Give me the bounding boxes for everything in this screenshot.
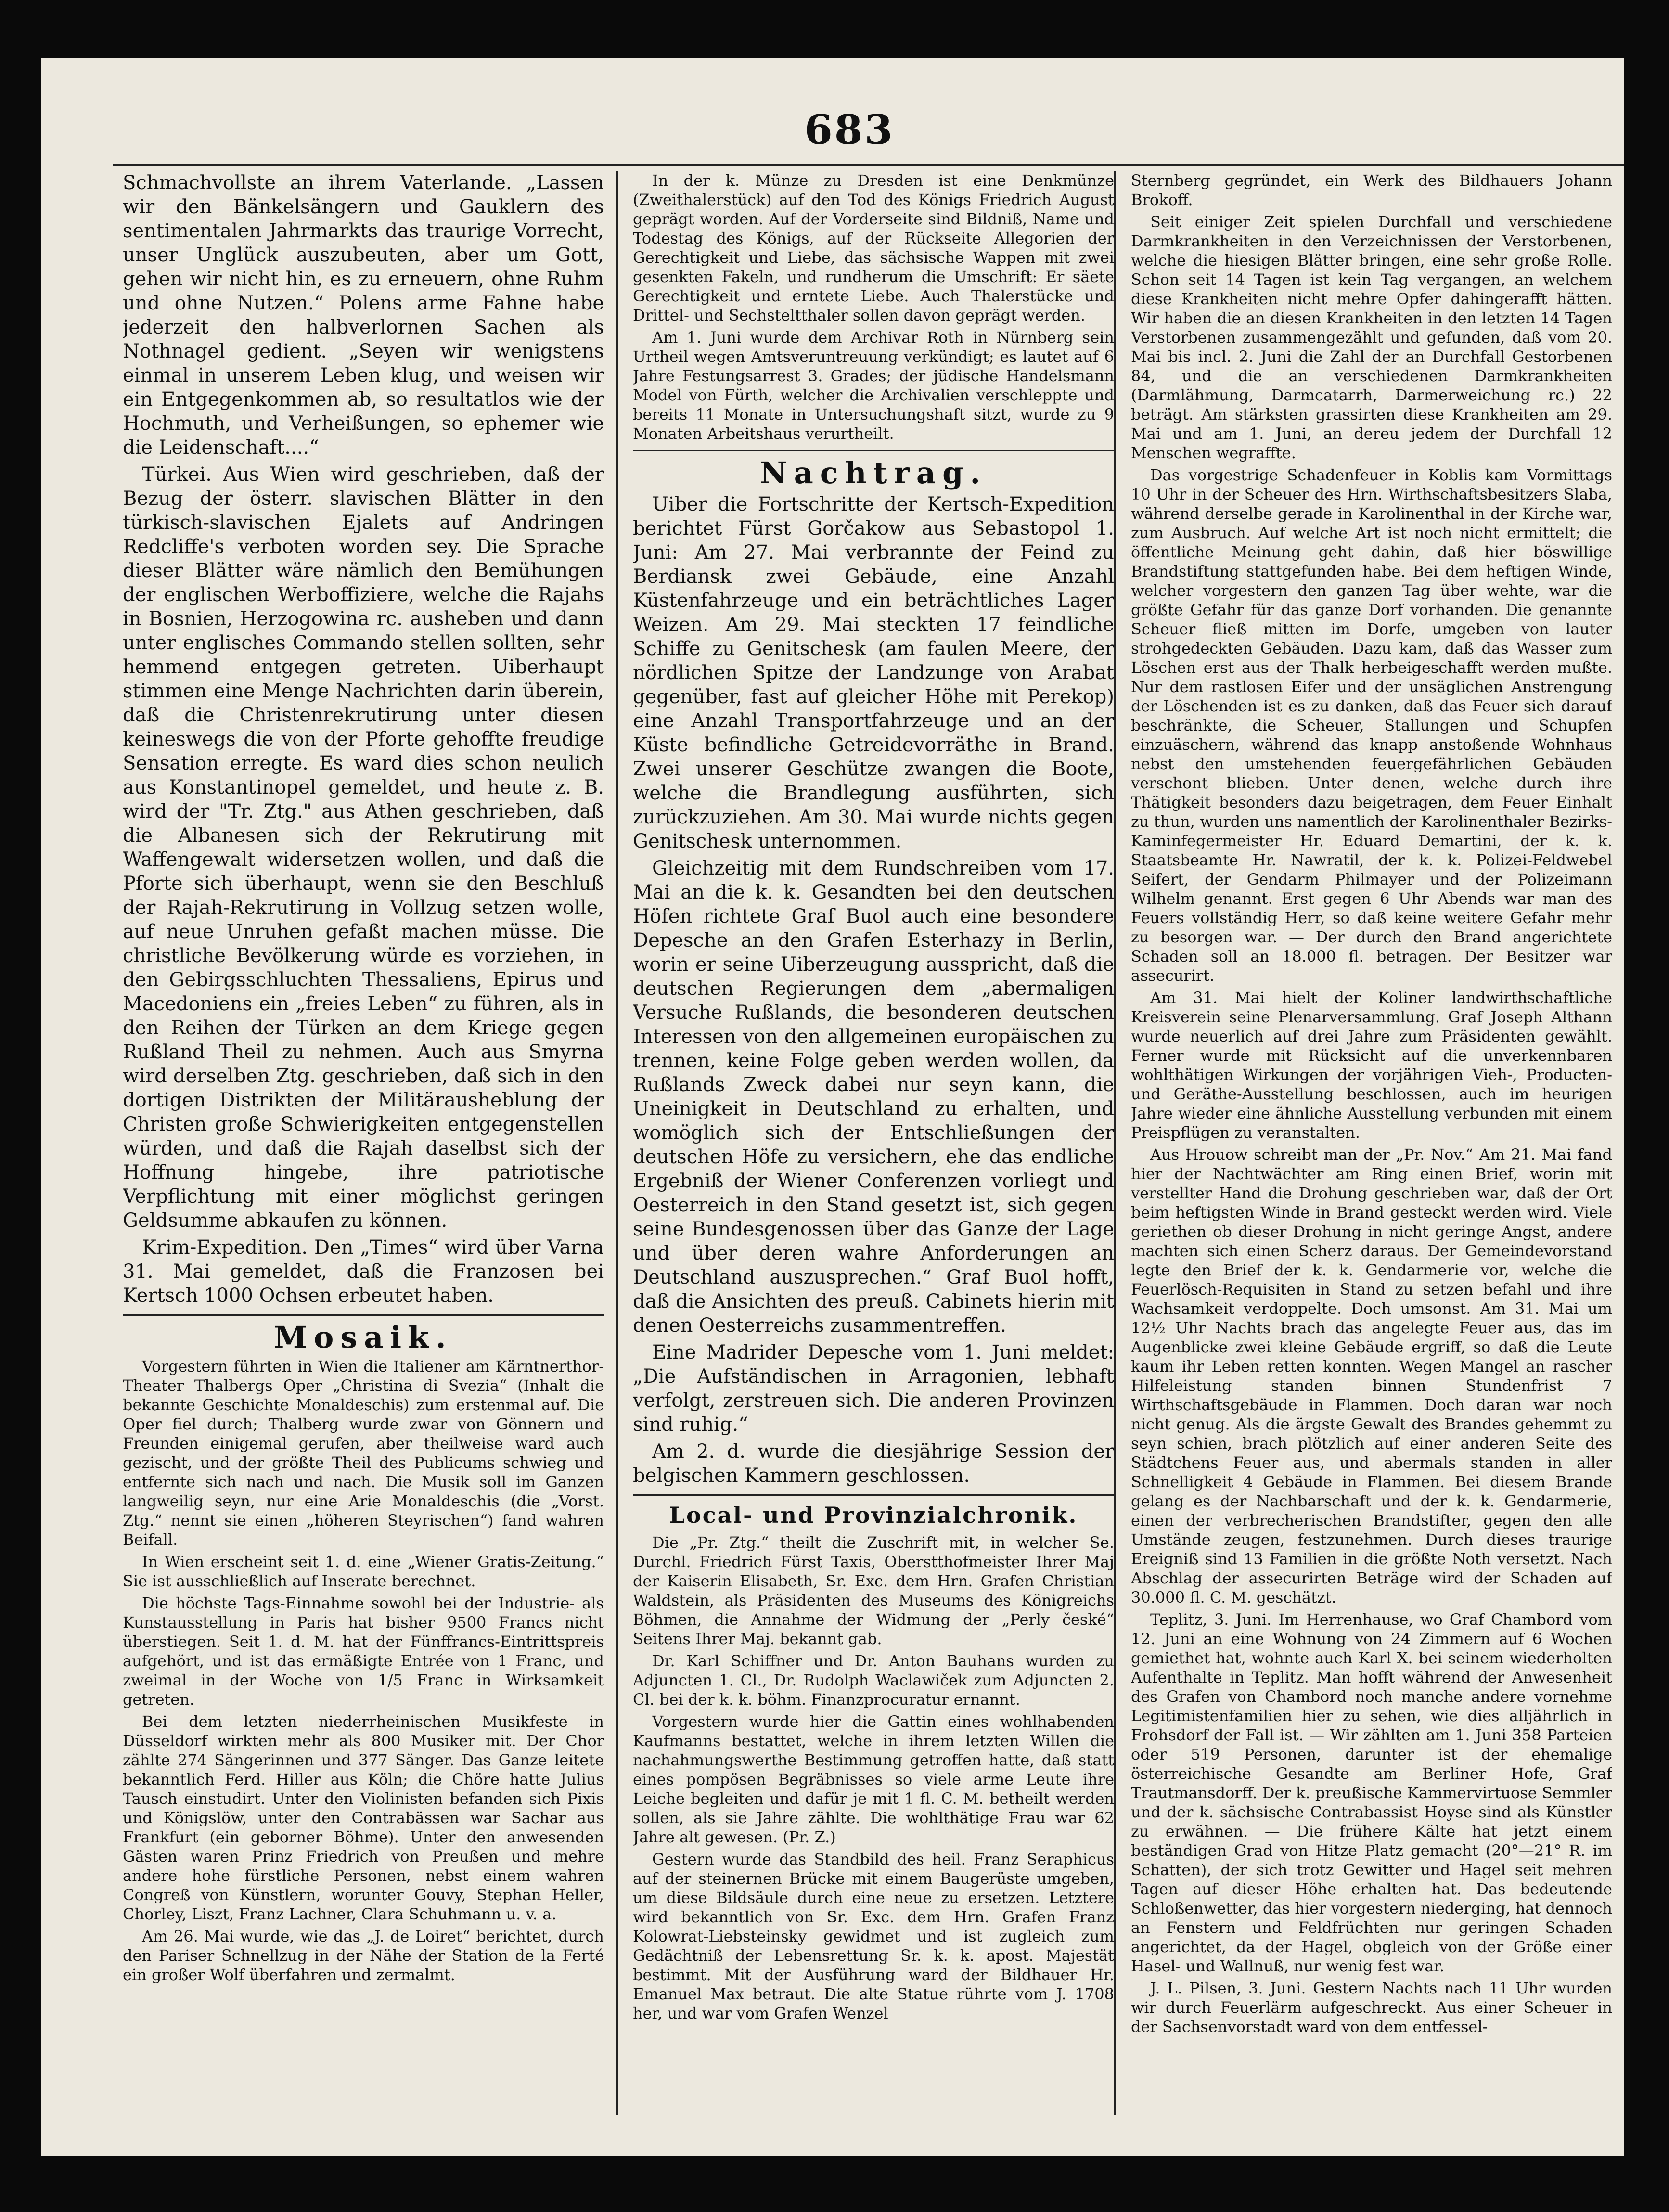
column-divider-1 (616, 171, 618, 2115)
mosaik-item: Vorgestern führten in Wien die Italiener am Kärntnerthor-Theater Thalbergs Oper „Christina di Svezia“ (Inhalt die bekannte Geschichte Monaldeschis) zum erstenmal auf. Die Oper fiel durch; Thalberg wurde zwar von Gönnern und Freunden einigemal gerufen, aber theilweise ward auch gezischt, und der größte Theil des Publicums schwieg und entfernte sich nach und nach. Die Musik soll im Ganzen langweilig seyn, nur eine Arie Monaldeschis (die „Vorst. Ztg.“ nennt sie einen „höheren Steyrischen“) fand wahren Beifall. (123, 1357, 604, 1549)
nachtrag-item: Uiber die Fortschritte der Kertsch-Expedition berichtet Fürst Gorčakow aus Sebastopol 1. Juni: Am 27. Mai verbrannte der Feind zu Berdiansk zwei Gebäude, eine Anzahl Küstenfahrzeuge und ein beträchtliches Lager Weizen. Am 29. Mai steckten 17 feindliche Schiffe zu Genitschesk (am faulen Meere, der nördlichen Spitze der Landzunge von Arabat gegenüber, fast auf gleicher Höhe mit Perekop) eine Anzahl Transportfahrzeuge und an der Küste befindliche Getreidevorräthe in Brand. Zwei unserer Geschütze zwangen die Boote, welche die Brandlegung ausführten, sich zurückzuziehen. Am 30. Mai wurde nichts gegen Genitschesk unternommen. (633, 493, 1114, 852)
local-item: Dr. Karl Schiffner und Dr. Anton Bauhans wurden zu Adjuncten 1. Cl., Dr. Rudolph Waclawiček zum Adjuncten 2. Cl. bei der k. k. böhm. Finanzprocuratur ernannt. (633, 1652, 1114, 1709)
column-3 (1131, 171, 1612, 2120)
local-item: Gestern wurde das Standbild des heil. Franz Seraphicus auf der steinernen Brücke mit einem Baugerüste umgeben, um diese Bildsäule durch eine neue zu ersetzen. Letztere wird bekanntlich von Sr. Exc. dem Hrn. Grafen Franz Kolowrat-Liebsteinsky gewidmet und ist zugleich zum Gedächtniß der Lebensrettung Sr. k. k. apost. Majestät bestimmt. Mit der Ausführung ward der Bildhauer Hr. Emanuel Max betraut. Die alte Statue rührte vom J. 1708 her, und war vom Grafen Wenzel (633, 1850, 1114, 2022)
local-item: Das vorgestrige Schadenfeuer in Koblis kam Vormittags 10 Uhr in der Scheuer des Hrn. Wirthschaftsbesitzers Slaba, während derselbe gerade in Karolinenthal in der Kirche war, zum Ausbruch. Auf welche Art ist noch nicht ermittelt; die öffentliche Meinung geht dahin, daß hier böswillige Brandstiftung stattgefunden habe. Bei dem heftigen Winde, welcher vorgestern den ganzen Tag über wehte, war die größte Gefahr für das ganze Dorf vorhanden. Die genannte Scheuer fließ mitten im Dorfe, umgeben von lauter strohgedeckten Gebäuden. Dazu kam, daß das Wasser zum Löschen erst aus der Thalk herbeigeschafft werden mußte. Nur dem rastlosen Eifer und der unsäglichen Anstrengung der Löschenden ist es zu danken, daß das Feuer sich darauf beschränkte, die Scheuer, Stallungen und Schupfen einzuäschern, während das knapp anstoßende Wohnhaus nebst den umstehenden feuergefährlichen Gebäuden verschont blieben. Unter denen, welche durch ihre Thätigkeit besonders dazu beigetragen, dem Feuer Einhalt zu thun, wurden uns namentlich der Karolinenthaler Bezirks-Kaminfegermeister Hr. Eduard Demartini, der k. k. Staatsbeamte Hr. Nawratil, der k. k. Polizei-Feldwebel Seifert, der Gendarm Philmayer und der Polizeimann Wilhelm genannt. Erst gegen 6 Uhr Abends war man des Feuers vollständig Herr, so daß keine weitere Gefahr mehr zu besorgen war. — Der durch den Brand angerichtete Schaden soll an 18.000 fl. betragen. Der Besitzer war assecurirt. (1131, 466, 1612, 985)
nachtrag-item: Am 2. d. wurde die diesjährige Session der belgischen Kammern geschlossen. (633, 1440, 1114, 1487)
local-item: Seit einiger Zeit spielen Durchfall und verschiedene Darmkrankheiten in den Verzeichnissen der Verstorbenen, welche die hiesigen Blätter bringen, eine sehr große Rolle. Schon seit 14 Tagen ist kein Tag vergangen, an welchem diese Krankheiten nicht mehre Opfer dahingerafft hätten. Wir haben die an diesen Krankheiten in den letzten 14 Tagen Verstorbenen zusammengezählt und gefunden, daß vom 20. Mai bis incl. 2. Juni die Zahl der an Durchfall Gestorbenen 84, und die an verschiedenen Darmkrankheiten (Darmlähmung, Darmcatarrh, Darmerweichung rc.) 22 beträgt. Am stärksten grassirten diese Krankheiten am 29. Mai und am 1. Juni, an dereu jedem der Durchfall 12 Menschen wegraffte. (1131, 213, 1612, 462)
local-item: Die „Pr. Ztg.“ theilt die Zuschrift mit, in welcher Se. Durchl. Friedrich Fürst Taxis, Oberstthofmeister Ihrer Maj der Kaiserin Elisabeth, Sr. Exc. dem Hrn. Grafen Christian Waldstein, als Präsidenten des Museums des Königreichs Böhmen, die Annahme der Widmung der „Perly české“ Seitens Ihrer Maj. bekannt gab. (633, 1533, 1114, 1648)
newspaper-page (41, 58, 1624, 2156)
section-rule (633, 450, 1114, 451)
local-item: J. L. Pilsen, 3. Juni. Gestern Nachts nach 11 Uhr wurden wir durch Feuerlärm aufgeschreckt. Aus einer Scheuer in der Sachsenvorstadt ward von dem entfessel- (1131, 1979, 1612, 2036)
local-item: Vorgestern wurde hier die Gattin eines wohlhabenden Kaufmanns bestattet, welche in ihrem letzten Willen die nachahmungswerthe Bestimmung getroffen hatte, daß statt eines pompösen Begräbnisses so viele arme Leute ihre Leiche begleiten und dafür je mit 1 fl. C. M. betheilt werden sollen, als sie Jahre zählte. Die wohlthätige Frau war 62 Jahre alt gewesen. (Pr. Z.) (633, 1712, 1114, 1846)
crimea-expedition-note: Krim-Expedition. Den „Times“ wird über Varna 31. Mai gemeldet, daß die Franzosen bei Kertsch 1000 Ochsen erbeutet haben. (123, 1236, 604, 1307)
news-item: Am 1. Juni wurde dem Archivar Roth in Nürnberg sein Urtheil wegen Amtsveruntreuung verkündigt; es lautet auf 6 Jahre Festungsarrest 3. Grades; der jüdische Handelsmann Model von Fürth, welcher die Archivalien verschleppte und bereits 11 Monate in Untersuchungshaft sitzt, wurde zu 9 Monaten Arbeitshaus verurtheilt. (633, 328, 1114, 443)
poland-article-end: Schmachvollste an ihrem Vaterlande. „Lassen wir den Bänkelsängern und Gauklern des sentimentalen Jahrmarkts das traurige Vorrecht, unser Unglück auszubeuten, aber um Gott, gehen wir nicht hin, es zu erneuern, ohne Ruhm und ohne Nutzen.“ Polens arme Fahne habe jederzeit den halbverlornen Sachen als Nothnagel gedient. „Seyen wir wenigstens einmal in unserem Leben klug, und weisen wir ein Entgegenkommen ab, so resultatlos wie der Hochmuth, und Verheißungen, so ephemer wie die Leidenschaft....“ (123, 172, 604, 459)
section-rule (123, 1314, 604, 1316)
page-number: 683 (804, 106, 895, 154)
mosaik-item: Am 26. Mai wurde, wie das „J. de Loiret“ berichtet, durch den Pariser Schnellzug in der Nähe der Station de la Ferté ein großer Wolf überfahren und zermalmt. (123, 1927, 604, 1984)
mosaik-heading: Mosaik. (274, 1320, 453, 1355)
local-item: Aus Hrouow schreibt man der „Pr. Nov.“ Am 21. Mai fand hier der Nachtwächter am Ring einen Brief, worin mit verstellter Hand die Drohung geschrieben war, daß der Ort beim heftigsten Winde in Brand gesteckt werden wird. Viele geriethen ob dieser Drohung in nicht geringe Angst, andere machten sich einen Scherz daraus. Der Gemeindevorstand legte den Brief der k. k. Gendarmerie vor, welche die Feuerlösch-Requisiten in Stand zu setzen befahl und ihre Wachsamkeit verdoppelte. Doch umsonst. Am 31. Mai um 12½ Uhr Nachts brach das angelegte Feuer aus, das im Augenblicke zwei kleine Gebäude ergriff, so daß die Leute kaum ihr Leben retten konnten. Wegen Mangel an rascher Hilfeleistung standen binnen Stundenfrist 7 Wirthschaftsgebäude in Flammen. Doch daran war noch nicht genug. Als die ärgste Gewalt des Brandes gehemmt zu seyn schien, brach plötzlich auf einer anderen Seite des Städtchens Feuer aus, und abermals standen in aller Schnelligkeit 4 Gebäude in Flammen. Bei diesem Brande gelang es der Nachbarschaft und der k. k. Gendarmerie, einen der verbrecherischen Brandstifter, gegen den alle Umstände zeugen, festzunehmen. Durch dieses traurige Ereigniß sind 13 Familien in die größte Noth versetzt. Nach Abschlag der assecurirten Beträge wird der Schaden auf 30.000 fl. C. M. geschätzt. (1131, 1145, 1612, 1607)
local-item: Am 31. Mai hielt der Koliner landwirthschaftliche Kreisverein seine Plenarversammlung. Graf Joseph Althann wurde neuerlich auf drei Jahre zum Präsidenten gewählt. Ferner wurde mit Rücksicht auf die unverkennbaren wohlthätigen Wirkungen der vorjährigen Vieh-, Producten- und Geräthe-Ausstellung beschlossen, auch im heurigen Jahre wieder eine ähnliche Ausstellung verbunden mit einem Preispflügen zu veranstalten. (1131, 989, 1612, 1142)
nachtrag-item: Eine Madrider Depesche vom 1. Juni meldet: „Die Aufständischen in Arragonien, lebhaft verfolgt, zerstreuen sich. Die anderen Provinzen sind ruhig.“ (633, 1341, 1114, 1436)
local-item: Sternberg gegründet, ein Werk des Bildhauers Johann Brokoff. (1131, 171, 1612, 209)
nachtrag-item: Gleichzeitig mit dem Rundschreiben vom 17. Mai an die k. k. Gesandten bei den deutschen Höfen richtete Graf Buol auch eine besondere Depesche an den Grafen Esterhazy in Berlin, worin er seine Uiberzeugung ausspricht, daß die deutschen Regierungen dem „abermaligen Versuche Rußlands, die besonderen deutschen Interessen von den allgemeinen europäischen zu trennen, keine Folge geben werden wollen, da Rußlands Zweck dabei nur seyn kann, die Uneinigkeit in Deutschland zu erhalten, und womöglich sich der Entschließungen der deutschen Höfe zu versichern, ehe das endliche Ergebniß der Wiener Conferenzen vorliegt und Oesterreich in den Stand gesetzt ist, sich gegen seine Bundesgenossen über das Ganze der Lage und über deren wahre Anforderungen an Deutschland auszusprechen.“ Graf Buol hofft, daß die Ansichten des preuß. Cabinets hierin mit denen Oesterreichs zusammentreffen. (633, 857, 1114, 1337)
column-2 (633, 171, 1114, 2120)
mosaik-item: In Wien erscheint seit 1. d. eine „Wiener Gratis-Zeitung.“ Sie ist ausschließlich auf Inserate berechnet. (123, 1553, 604, 1590)
column-1 (123, 171, 604, 2120)
header-rule (113, 164, 1624, 166)
section-rule (633, 1494, 1114, 1496)
news-item: In der k. Münze zu Dresden ist eine Denkmünze (Zweithalerstück) auf den Tod des Königs Friedrich August geprägt worden. Auf der Vorderseite sind Bildniß, Name und Todestag des Königs, auf der Rückseite Allegorien der Gerechtigkeit und Liebe, das sächsische Wappen mit zwei gesenkten Fakeln, und rundherum die Umschrift: Er säete Gerechtigkeit und erntete Liebe. Auch Thalerstücke und Drittel- und Sechsteltthaler sollen davon geprägt werden. (633, 171, 1114, 324)
local-item: Teplitz, 3. Juni. Im Herrenhause, wo Graf Chambord vom 12. Juni an eine Wohnung von 24 Zimmern auf 6 Wochen gemiethet hat, wohnte auch Karl X. bei seinem wiederholten Aufenthalte in Teplitz. Man hofft während der Anwesenheit des Grafen von Chambord noch manche andere vornehme Legitimistenfamilien hier zu sehen, wie dies alljährlich in Frohsdorf der Fall ist. — Wir zählten am 1. Juni 358 Parteien oder 519 Personen, darunter ist der ehemalige österreichische Gesandte am Berliner Hofe, Graf Trautmansdorff. Der k. preußische Kammervirtuose Semmler und der k. sächsische Contrabassist Hoyse sind als Künstler zu erwähnen. — Die frühere Kälte hat jetzt einem beständigen Grad von Hitze Platz gemacht (20°—21° R. im Schatten), der sich trotz Gewitter und Hagel seit mehren Tagen auf dieser Höhe erhalten hat. Das bedeutende Schloßenwetter, das hier vorgestern niederging, hat dennoch an Fenstern und Feldfrüchten nur geringen Schaden angerichtet, da der Hagel, obgleich von der Größe einer Hasel- und Wallnuß, nur wenig fest war. (1131, 1610, 1612, 1975)
nachtrag-heading: Nachtrag. (759, 455, 988, 490)
column-divider-2 (1114, 171, 1116, 2115)
mosaik-item: Bei dem letzten niederrheinischen Musikfeste in Düsseldorf wirkten mehr als 800 Musiker mit. Der Chor zählte 274 Sängerinnen und 377 Sänger. Das Ganze leitete bekanntlich Ferd. Hiller aus Köln; die Chöre hatte Julius Tausch einstudirt. Unter den Violinisten befanden sich Pixis und Königslöw, unter den Contrabässen war Sachar aus Frankfurt (ein geborner Böhme). Unter den anwesenden Gästen waren Prinz Friedrich von Preußen und mehre andere hohe fürstliche Personen, nebst einem wahren Congreß von Künstlern, worunter Gouvy, Stephan Heller, Chorley, Liszt, Franz Lachner, Clara Schuhmann u. v. a. (123, 1712, 604, 1923)
mosaik-item: Die höchste Tags-Einnahme sowohl bei der Industrie- als Kunstausstellung in Paris hat bisher 9500 Francs nicht überstiegen. Seit 1. d. M. hat der Fünffrancs-Eintrittspreis aufgehört, und ist das ermäßigte Entrée von 1 Franc, und zweimal in der Woche von 1/5 Franc in Wirksamkeit getreten. (123, 1594, 604, 1709)
local-chronicle-heading: Local- und Provinzialchronik. (669, 1502, 1078, 1528)
turkey-article: Türkei. Aus Wien wird geschrieben, daß der Bezug der österr. slavischen Blätter in den türkisch-slavischen Ejalets auf Andringen Redcliffe's verboten worden sey. Die Sprache dieser Blätter wäre nämlich den Bemühungen der englischen Werboffiziere, welche die Rajahs in Bosnien, Herzogowina rc. ausheben und dann unter englisches Commando stellen sollten, sehr hemmend entgegen getreten. Uiberhaupt stimmen eine Menge Nachrichten darin überein, daß die Christenrekrutirung unter diesen keineswegs die von der Pforte gehoffte freudige Sensation erregte. Es ward dies schon neulich aus Konstantinopel gemeldet, und heute z. B. wird der "Tr. Ztg." aus Athen geschrieben, daß die Albanesen sich der Rekrutirung mit Waffengewalt widersetzen wollen, und daß die Pforte sich überhaupt, wenn sie den Beschluß der Rajah-Rekrutirung in Vollzug setzen wolle, auf neue Unruhen gefaßt machen müsse. Die christliche Bevölkerung würde es vorziehen, in den Gebirgsschluchten Thessaliens, Epirus und Macedoniens ein „freies Leben“ zu führen, als in den Reihen der Türken an dem Kriege gegen Rußland Theil zu nehmen. Auch aus Smyrna wird derselben Ztg. geschrieben, daß sich in den dortigen Distrikten der Militärausheblung der Christen große Schwierigkeiten entgegenstellen würden, und daß die Rajah daselbst sich der Hoffnung hingebe, ihre patriotische Verpflichtung mit einer möglichst geringen Geldsumme abkaufen zu können. (123, 463, 604, 1232)
